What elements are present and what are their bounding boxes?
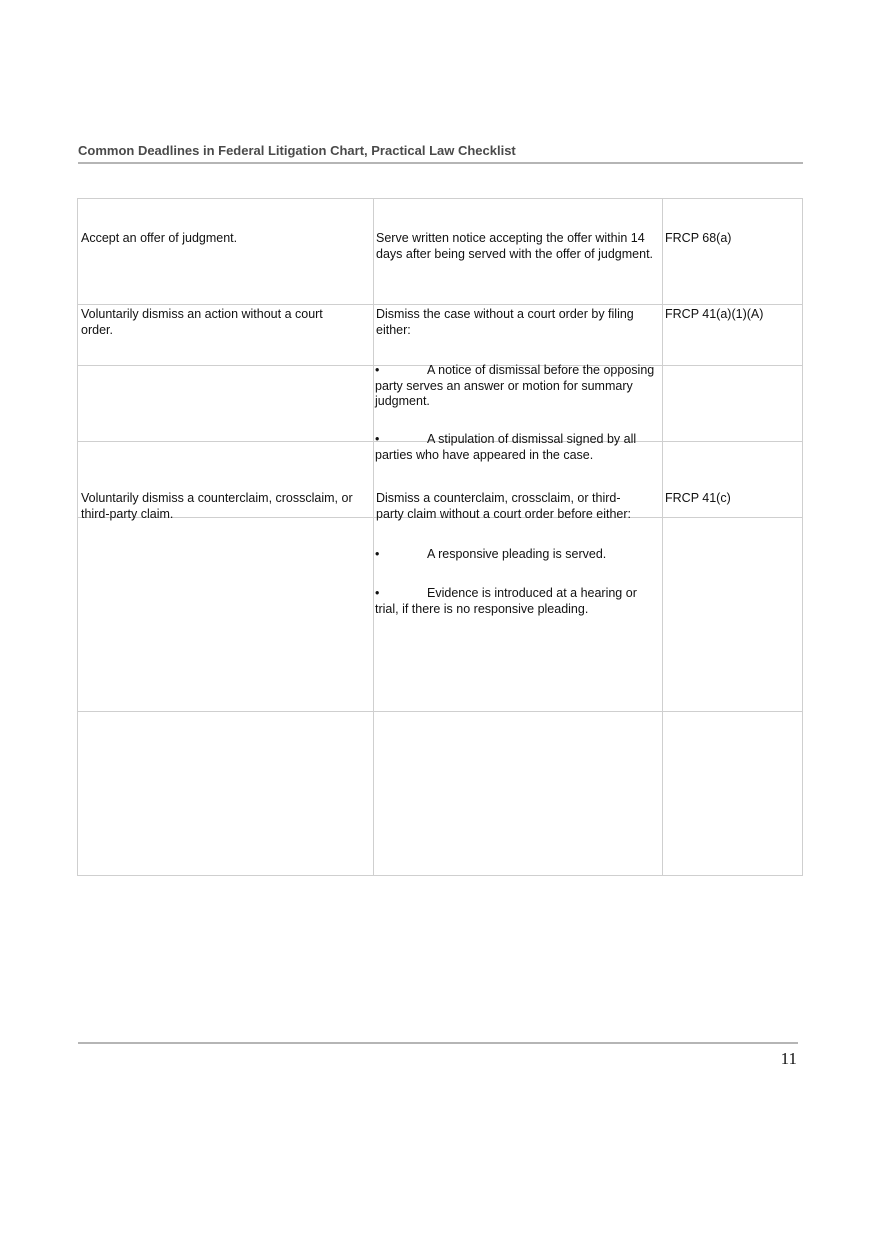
table-cell-rule: FRCP 68(a) xyxy=(665,231,732,245)
table-cell-rule: FRCP 41(a)(1)(A) xyxy=(665,307,764,321)
table-cell-action: Voluntarily dismiss an action without a court order. xyxy=(81,307,323,337)
page-number: 11 xyxy=(780,1049,797,1068)
bullet-symbol: • xyxy=(375,363,380,377)
table-cell-deadline: Dismiss a counterclaim, crossclaim, or third-party claim without a court order before either: xyxy=(376,491,631,521)
table-cell-action: Voluntarily dismiss a counterclaim, crossclaim, or third-party claim. xyxy=(81,491,353,521)
table-cell-rule: FRCP 41(c) xyxy=(665,491,731,505)
bullet-symbol: • xyxy=(375,586,380,600)
table-row-divider xyxy=(78,711,803,712)
footer-divider xyxy=(78,1042,798,1044)
table-column-divider xyxy=(373,199,374,875)
list-item: A stipulation of dismissal signed by all parties who have appeared in the case. xyxy=(375,432,637,462)
table-cell-action: Accept an offer of judgment. xyxy=(81,231,238,245)
table-row-divider xyxy=(78,304,803,305)
table-column-divider xyxy=(662,199,663,875)
list-item: Evidence is introduced at a hearing or trial, if there is no responsive pleading. xyxy=(375,586,637,616)
deadlines-table xyxy=(77,198,803,876)
list-item: A responsive pleading is served. xyxy=(427,547,607,561)
bullet-symbol: • xyxy=(375,547,380,561)
document-header-title: Common Deadlines in Federal Litigation Chart, Practical Law Checklist xyxy=(78,143,516,158)
bullet-symbol: • xyxy=(375,432,380,446)
table-cell-deadline: Serve written notice accepting the offer within 14 days after being served with the offer of judgment. xyxy=(376,231,654,261)
table-cell-deadline: Dismiss the case without a court order by filing either: xyxy=(376,307,634,337)
header-divider xyxy=(78,162,803,164)
list-item: A notice of dismissal before the opposing party serves an answer or motion for summary judgment. xyxy=(375,363,655,408)
